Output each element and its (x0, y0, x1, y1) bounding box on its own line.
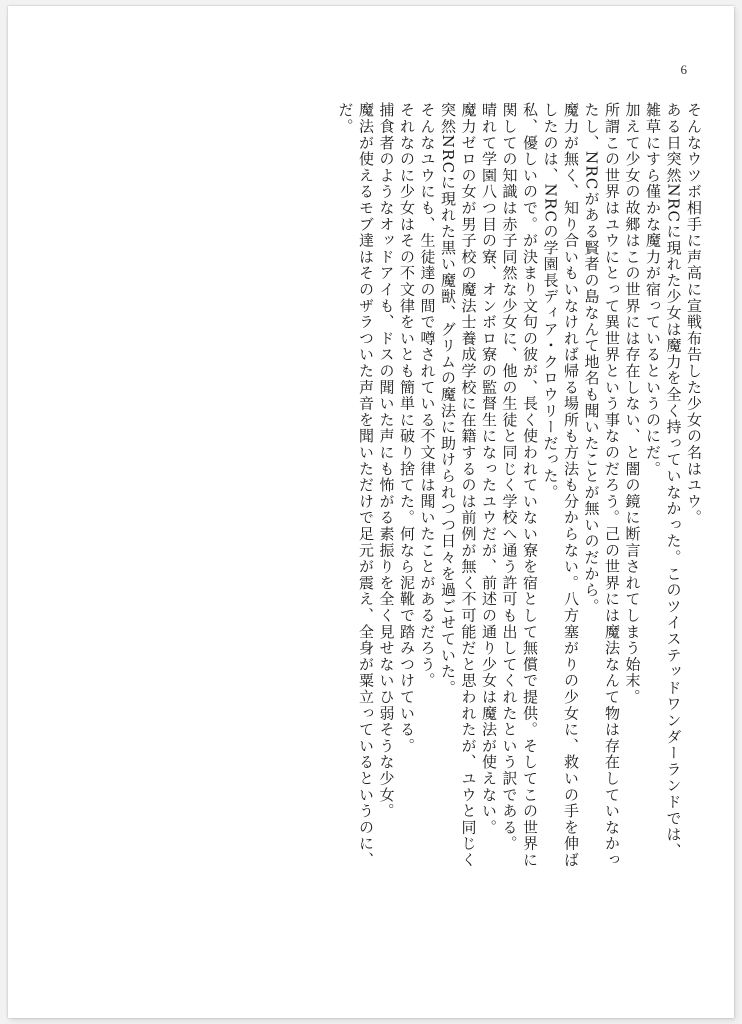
text-line: 加えて少女の故郷はこの世界には存在しない、と闇の鏡に断言されてしまう始末。 (623, 102, 642, 706)
text-line: ある日突然NRCに現れた少女は魔力を全く持っていなかった。このツイステッドワンダーランドでは、 (664, 102, 683, 859)
text-line: 捕食者のようなオッドアイも、ドスの聞いた声にも怖がる素振りを全く見せないひ弱そうな少女。 (377, 102, 396, 820)
text-line: 私、優しいので。が決まり文句の彼が、長く使われていない寮を宿として無償で提供。そしてこの世界に (521, 102, 539, 869)
text-line: 魔力ゼロの女が男子校の魔法士養成学校に在籍するのは前例が無く不可能だと思われたが、ユウと同じく (459, 102, 478, 869)
text-line: 雑草にすら僅かな魔力が宿っているというのにだ。 (644, 102, 662, 477)
text-line: 所謂この世界はユウにとって異世界という事なのだろう。己の世界には魔法なんて物は存在していなかっ (603, 102, 621, 869)
page-number: 6 (680, 62, 687, 77)
text-line: そんなユウにも、生徒達の間で噂されている不文律は聞いたことがあるだろう。 (418, 102, 437, 689)
text-line: そんなウツボ相手に声高に宣戦布告した少女の名はユウ。 (685, 102, 703, 526)
text-line: 関しての知識は赤子同然な少女に、他の生徒と同じく学校へ通う許可も出してくれたという訳である。 (500, 102, 519, 852)
text-line: たし、NRCがある賢者の島なんて地名も聞いたことが無いのだから。 (582, 102, 601, 615)
text-line: だ。 (336, 102, 355, 135)
text-line: 突然NRCに現れた黒い魔獣、グリムの魔法に助けられつつ日々を過ごせていた。 (439, 102, 457, 696)
text-line: 晴れて学園八つ目の寮、オンボロ寮の監督生になったユウだが、前述の通り少女は魔法が使えない。 (480, 102, 498, 836)
text-line: それなのに少女はその不文律をいとも簡単に破り捨てた。何なら泥靴で踏みつけている。 (398, 102, 416, 754)
body-text (335, 102, 704, 982)
book-page (8, 6, 734, 1018)
text-line: したのは、NRCの学園長ディア・クロウリーだった。 (541, 102, 560, 501)
text-line: 魔法が使えるモブ達はそのザラついた声音を聞いただけで足元が震え、全身が粟立っているというのに、 (357, 102, 375, 869)
text-line: 魔力が無く、知り合いもいなければ帰る場所も方法も分からない。八方塞がりの少女に、救いの手を伸ば (562, 102, 580, 869)
